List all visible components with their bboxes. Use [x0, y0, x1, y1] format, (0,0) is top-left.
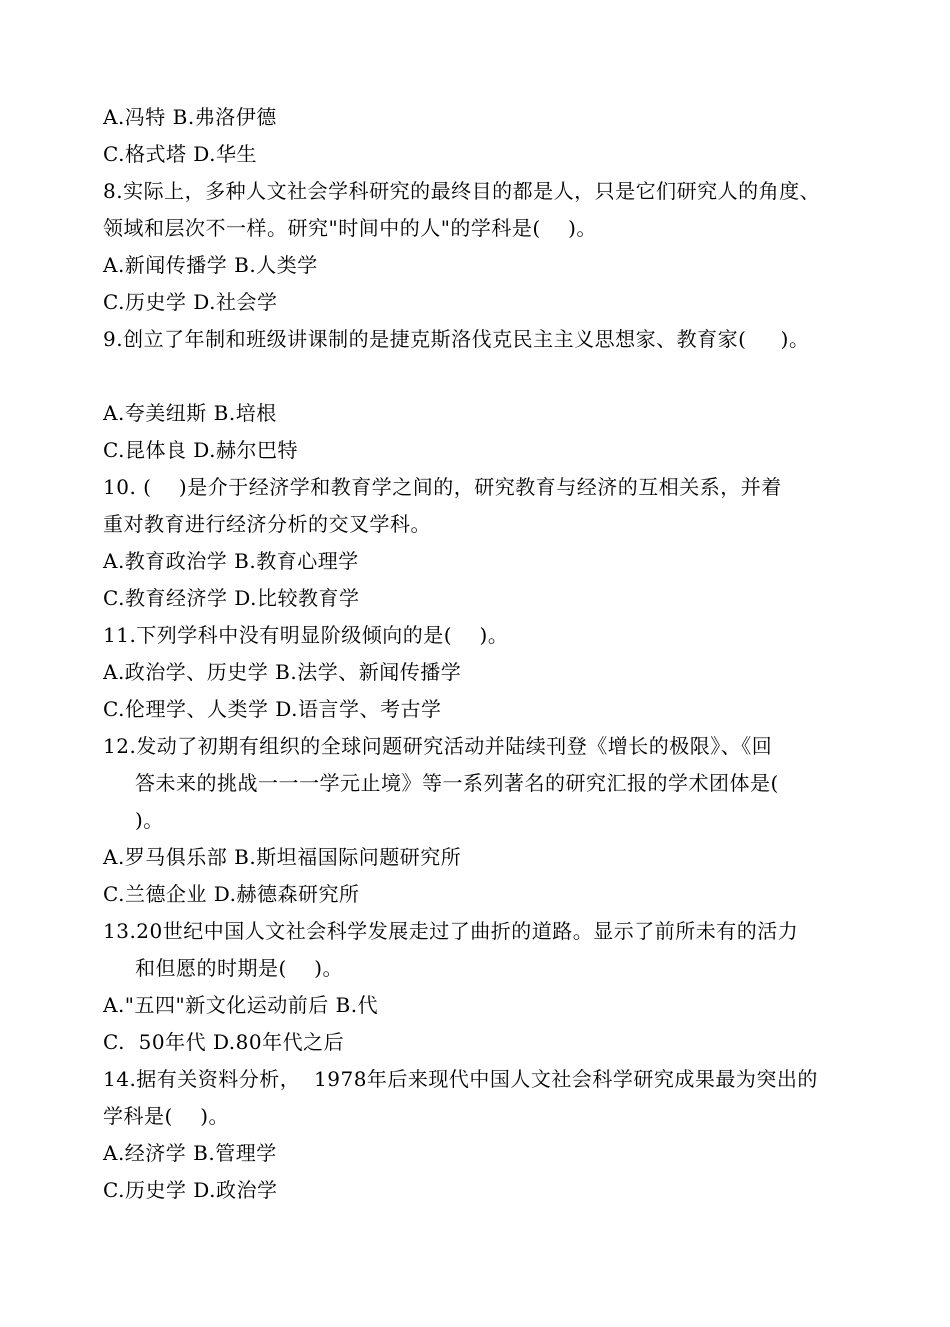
q13-question-line2: 和但愿的时期是( )。	[135, 956, 344, 980]
q12-options-cd: C.兰德企业 D.赫德森研究所	[103, 882, 360, 906]
q9-options-cd: C.昆体良 D.赫尔巴特	[103, 438, 298, 462]
q13-options-cd: C. 50年代 D.80年代之后	[103, 1030, 345, 1054]
q9-options-ab: A.夸美纽斯 B.培根	[103, 401, 277, 425]
q11-options-ab: A.政治学、历史学 B.法学、新闻传播学	[103, 660, 462, 684]
q8-question-line2: 领域和层次不一样。研究"时间中的人"的学科是( )。	[103, 216, 597, 240]
q14-question-line2: 学科是( )。	[103, 1104, 230, 1128]
q9-question: 9.创立了年制和班级讲课制的是捷克斯洛伐克民主主义思想家、教育家( )。	[103, 327, 810, 351]
q12-question-line2: 答未来的挑战一一一学元止境》等一系列著名的研究汇报的学术团体是(	[135, 771, 779, 795]
q7-options-cd: C.格式塔 D.华生	[103, 142, 257, 166]
q11-question: 11.下列学科中没有明显阶级倾向的是( )。	[103, 623, 509, 647]
q10-question-line1: 10. ( )是介于经济学和教育学之间的，研究教育与经济的互相关系，并着	[103, 475, 782, 499]
q7-options-ab: A.冯特 B.弗洛伊德	[103, 105, 277, 129]
q14-options-ab: A.经济学 B.管理学	[103, 1141, 277, 1165]
q13-options-ab: A."五四"新文化运动前后 B.代	[103, 993, 379, 1017]
q11-options-cd: C.伦理学、人类学 D.语言学、考古学	[103, 697, 442, 721]
q12-question-line3: )。	[135, 808, 164, 832]
q10-options-cd: C.教育经济学 D.比较教育学	[103, 586, 360, 610]
q8-question-line1: 8.实际上，多种人文社会学科研究的最终目的都是人，只是它们研究人的角度、	[103, 179, 821, 203]
q12-question-line1: 12.发动了初期有组织的全球问题研究活动并陆续刊登《增长的极限》、《回	[103, 734, 773, 758]
q13-question-line1: 13.20世纪中国人文社会科学发展走过了曲折的道路。显示了前所未有的活力	[103, 919, 799, 943]
q12-options-ab: A.罗马俱乐部 B.斯坦福国际问题研究所	[103, 845, 462, 869]
q10-options-ab: A.教育政治学 B.教育心理学	[103, 549, 359, 573]
q10-question-line2: 重对教育进行经济分析的交叉学科。	[103, 512, 431, 536]
q14-question-line1: 14.据有关资料分析， 1978年后来现代中国人文社会科学研究成果最为突出的	[103, 1067, 818, 1091]
q14-options-cd: C.历史学 D.政治学	[103, 1178, 278, 1202]
q8-options-cd: C.历史学 D.社会学	[103, 290, 278, 314]
q8-options-ab: A.新闻传播学 B.人类学	[103, 253, 318, 277]
